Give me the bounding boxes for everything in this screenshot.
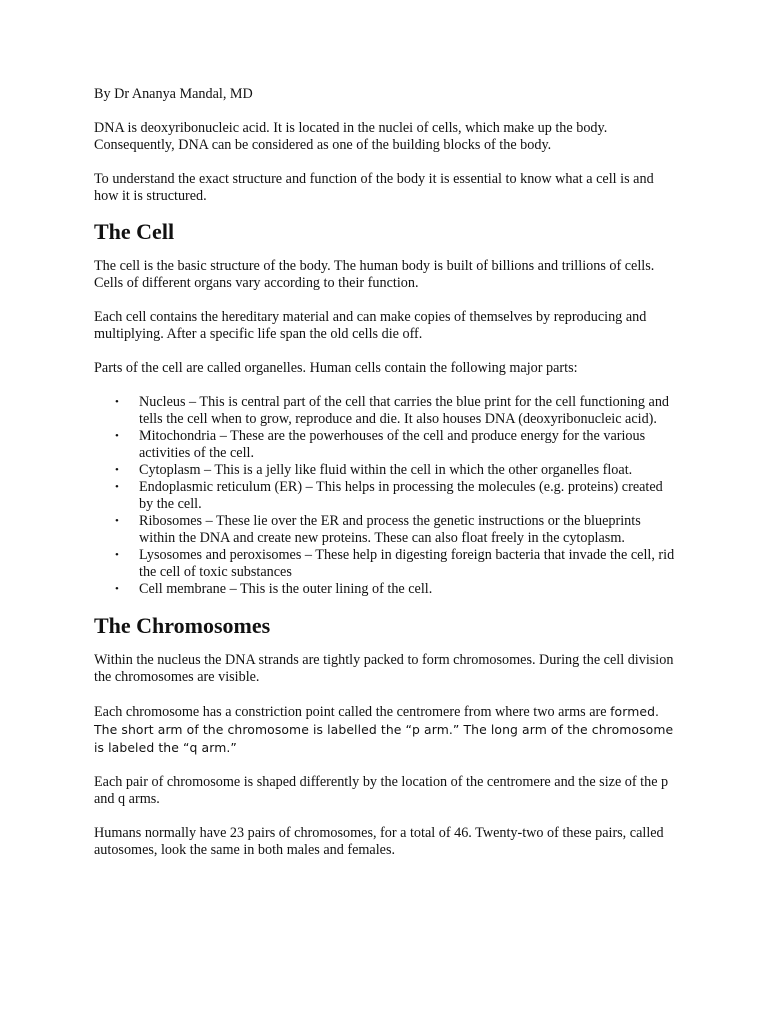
cell-paragraph-3: Parts of the cell are called organelles. Human cells contain the following major parts:: [94, 360, 578, 376]
intro-paragraph-2: To understand the exact structure and function of the body it is essential to know what a cell is and how it is structured.: [94, 171, 654, 204]
list-item-text: Endoplasmic reticulum (ER) – This helps in processing the molecules (e.g. proteins) created by the cell.: [139, 479, 663, 512]
organelles-list: [94, 394, 679, 598]
list-item-text: Mitochondria – These are the powerhouses of the cell and produce energy for the various activities of the cell.: [139, 428, 646, 461]
chromosomes-paragraph-2: [94, 703, 679, 757]
list-item: [94, 513, 679, 547]
cell-paragraph-1: The cell is the basic structure of the body. The human body is built of billions and trillions of cells. Cells of different organs vary according to their function.: [94, 258, 655, 291]
bullet-icon: •: [115, 430, 119, 442]
list-item-text: Ribosomes – These lie over the ER and process the genetic instructions or the blueprints within the DNA and create new proteins. These can also float freely in the cytoplasm.: [139, 513, 641, 546]
list-item-text: Lysosomes and peroxisomes – These help in digesting foreign bacteria that invade the cell, rid the cell of toxic substances: [139, 547, 675, 580]
heading-the-chromosomes: The Chromosomes: [94, 613, 271, 638]
list-item: [94, 462, 679, 479]
heading-the-cell: The Cell: [94, 219, 175, 244]
list-item: [94, 394, 679, 428]
list-item-text: Nucleus – This is central part of the cell that carries the blue print for the cell functioning and tells the cell when to grow, reproduce and die. It also houses DNA (deoxyribonucleic acid).: [139, 394, 670, 427]
list-item: [94, 581, 679, 598]
chromosomes-paragraph-1: Within the nucleus the DNA strands are tightly packed to form chromosomes. During the cell division the chromosomes are visible.: [94, 652, 674, 685]
chromosomes-paragraph-2-rest: formed. The short arm of the chromosome is labelled the “p arm.” The long arm of the chromosome is labeled the “q arm.”: [94, 704, 674, 755]
bullet-icon: •: [115, 549, 119, 561]
bullet-icon: •: [115, 515, 119, 527]
list-item-text: Cytoplasm – This is a jelly like fluid within the cell in which the other organelles float.: [139, 462, 633, 478]
bullet-icon: •: [115, 583, 119, 595]
intro-paragraph-1: DNA is deoxyribonucleic acid. It is located in the nuclei of cells, which make up the body. Consequently, DNA can be considered as one of the building blocks of the body.: [94, 120, 608, 153]
chromosomes-paragraph-4: Humans normally have 23 pairs of chromosomes, for a total of 46. Twenty-two of these pairs, called autosomes, look the same in both males and females.: [94, 825, 664, 858]
chromosomes-paragraph-3: Each pair of chromosome is shaped differently by the location of the centromere and the size of the p and q arms.: [94, 774, 669, 807]
byline: By Dr Ananya Mandal, MD: [94, 86, 253, 102]
bullet-icon: •: [115, 464, 119, 476]
document-page: [94, 86, 679, 859]
list-item-text: Cell membrane – This is the outer lining of the cell.: [139, 581, 433, 597]
list-item: [94, 479, 679, 513]
bullet-icon: •: [115, 396, 119, 408]
cell-paragraph-2: Each cell contains the hereditary material and can make copies of themselves by reproducing and multiplying. After a specific life span the old cells die off.: [94, 309, 647, 342]
list-item: [94, 547, 679, 581]
chromosomes-paragraph-2-start: Each chromosome has a constriction point called the centromere from where two arms are: [94, 704, 607, 720]
list-item: [94, 428, 679, 462]
bullet-icon: •: [115, 481, 119, 493]
